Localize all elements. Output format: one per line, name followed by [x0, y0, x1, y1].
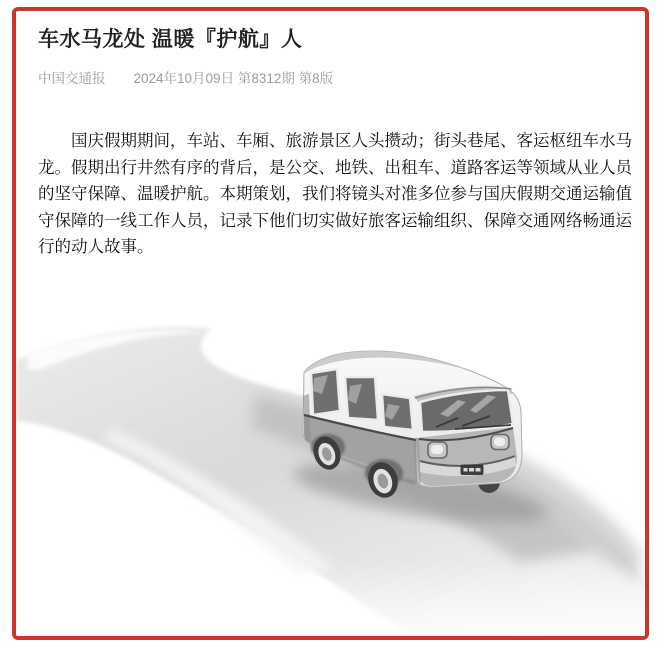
license-plate-char	[476, 468, 481, 472]
article-card	[12, 7, 649, 640]
article-title: 车水马龙处 温暖『护航』人	[38, 28, 303, 51]
road-bottom-fade	[16, 562, 645, 636]
license-plate-char	[469, 468, 474, 472]
headlight-left	[428, 442, 447, 458]
issue-info: 2024年10月09日 第8312期 第8版	[133, 71, 334, 86]
article-content	[16, 11, 645, 261]
source-name: 中国交通报	[38, 71, 106, 86]
article-body: 国庆假期期间，车站、车厢、旅游景区人头攒动；街头巷尾、客运枢纽车水马龙。假期出行井然有序的背后，是公交、地铁、出租车、道路客运等领域从业人员的坚守保障、温暖护航。本期策划，我们将镜头对准多位参与国庆假期交通运输值守保障的一线工作人员，记录下他们切实做好旅客运输组织、保障交通网络畅通运行的动人故事。	[38, 132, 632, 256]
holiday-traffic-illustration	[16, 288, 645, 636]
headlight-right	[491, 435, 509, 450]
license-plate-char	[464, 468, 468, 472]
article-meta	[38, 70, 633, 88]
